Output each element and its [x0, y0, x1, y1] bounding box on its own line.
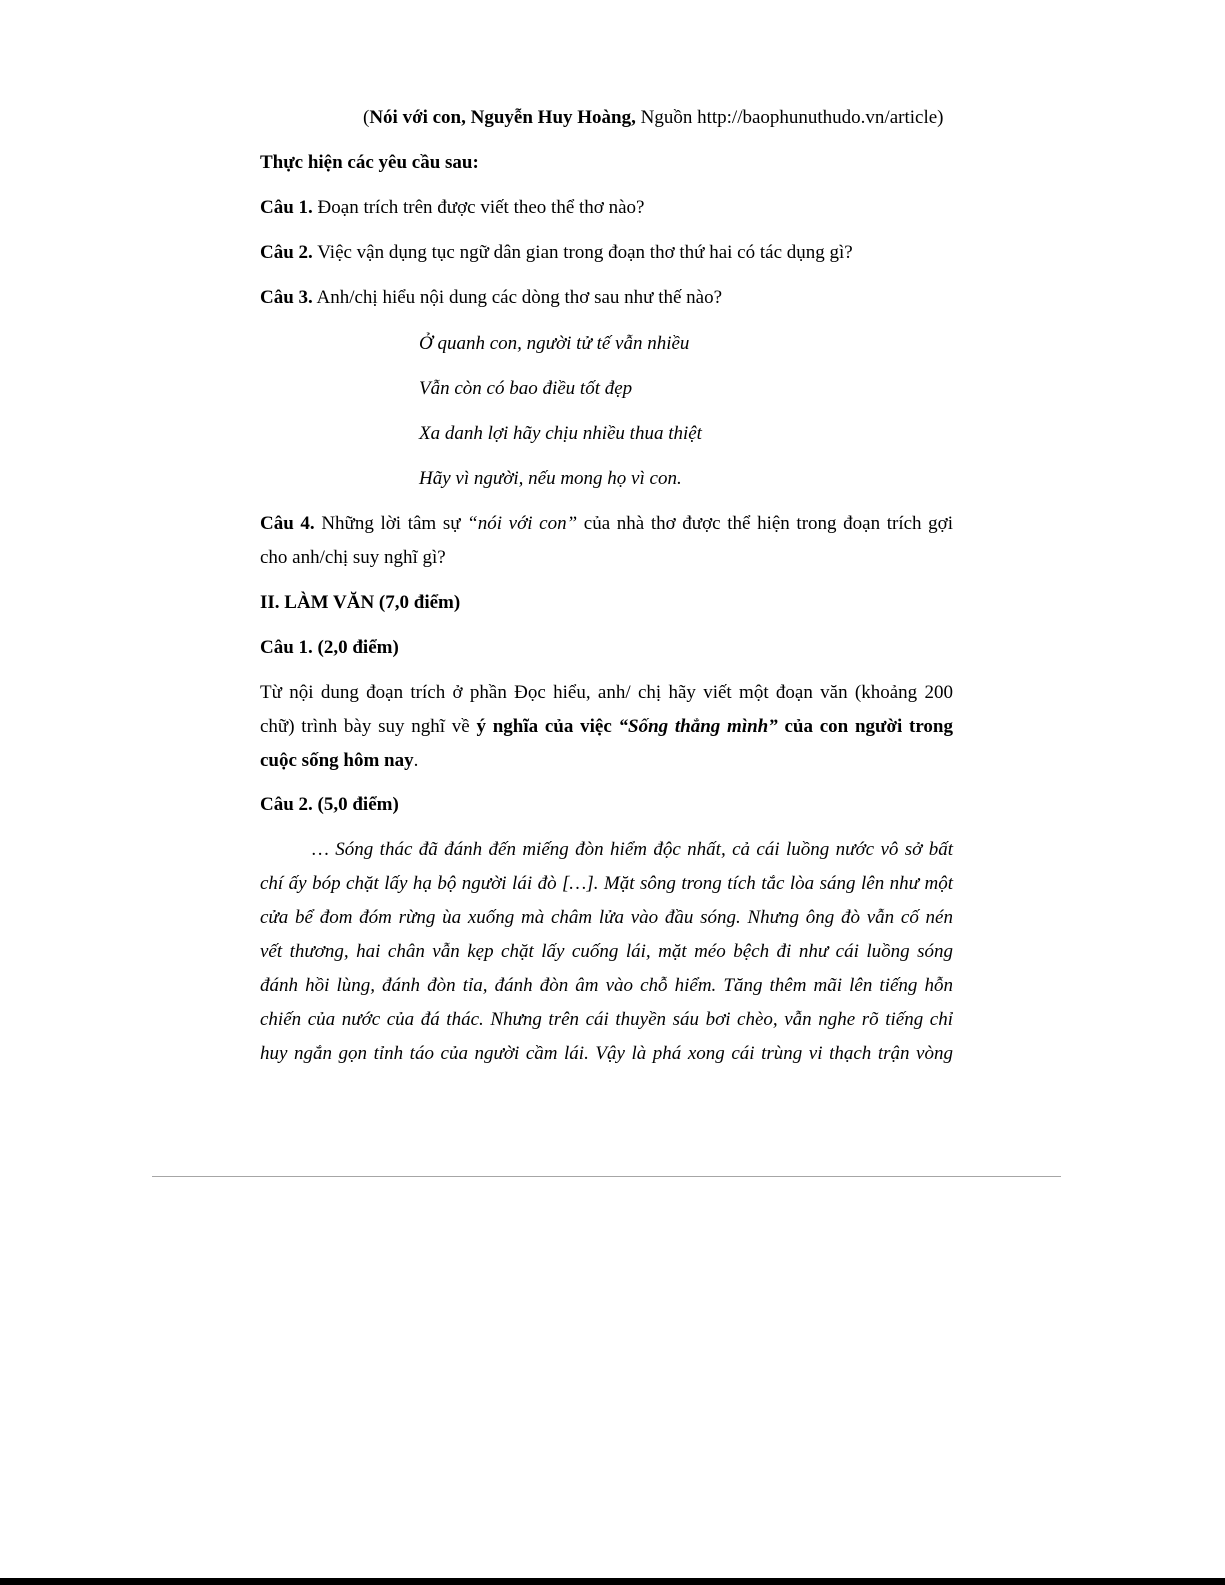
- passage-line: cửa bể đom đóm rừng ùa xuống mà châm lửa vào đầu sóng. Nhưng ông đò vẫn cố nén: [260, 907, 953, 928]
- passage-line: chiến của nước của đá thác. Nhưng trên cái thuyền sáu bơi chèo, vẫn nghe rõ tiếng chỉ: [260, 1009, 953, 1030]
- writing-question-2-heading: Câu 2. (5,0 điểm): [260, 794, 399, 815]
- source-title-author: Nói với con, Nguyễn Huy Hoàng,: [369, 107, 636, 128]
- poem-line-4: Hãy vì người, nếu mong họ vì con.: [419, 468, 682, 489]
- poem-line-3: Xa danh lợi hãy chịu nhiều thua thiệt: [419, 423, 702, 444]
- w1-line-2-bold: ý nghĩa của việc: [476, 716, 619, 737]
- passage-line: đánh hồi lùng, đánh đòn tỉa, đánh đòn âm vào chỗ hiểm. Tăng thêm mãi lên tiếng hỗn: [260, 975, 953, 996]
- writing-question-1-body: [260, 681, 953, 783]
- q4-quote: “nói với con”: [467, 513, 578, 534]
- w1-line-1: Từ nội dung đoạn trích ở phần Đọc hiểu, anh/ chị hãy viết một đoạn văn (khoảng 200: [260, 682, 953, 703]
- question-2: [260, 241, 853, 265]
- writing-question-1-heading: Câu 1. (2,0 điểm): [260, 637, 399, 658]
- poem-line-2: Vẫn còn có bao điều tốt đẹp: [419, 378, 633, 399]
- question-text: Việc vận dụng tục ngữ dân gian trong đoạn thơ thứ hai có tác dụng gì?: [312, 242, 853, 263]
- passage-line: chí ấy bóp chặt lấy hạ bộ người lái đò […]. Mặt sông trong tích tắc lòa sáng lên như một: [260, 873, 953, 894]
- question-label: Câu 2.: [260, 242, 313, 263]
- page-bottom-edge: [0, 1578, 1225, 1585]
- question-label: Câu 4.: [260, 513, 315, 534]
- w1-line-2-bold2: của con người trong: [777, 716, 953, 737]
- poem-line-1: Ở quanh con, người tử tế vẫn nhiều: [419, 333, 690, 354]
- literary-passage: [260, 838, 953, 1076]
- passage-line: huy ngắn gọn tỉnh táo của người cầm lái. Vậy là phá xong cái trùng vi thạch trận vòng: [260, 1043, 953, 1064]
- w1-line-2: [260, 715, 953, 749]
- w1-line-3-end: .: [413, 750, 419, 771]
- section-heading-lam-van: II. LÀM VĂN (7,0 điểm): [260, 592, 461, 613]
- w1-line-2-quote: “Sống thẳng mình”: [618, 716, 778, 737]
- page-divider: [152, 1176, 1061, 1177]
- source-url: Nguồn http://baophunuthudo.vn/article): [635, 107, 944, 128]
- q4-pre: Những lời tâm sự: [314, 513, 468, 534]
- source-citation: [363, 106, 944, 130]
- source-open: (: [363, 107, 370, 128]
- question-text: Anh/chị hiểu nội dung các dòng thơ sau như thế nào?: [312, 287, 723, 308]
- question-4-line-2: cho anh/chị suy nghĩ gì?: [260, 547, 446, 568]
- instructions-heading: Thực hiện các yêu cầu sau:: [260, 152, 479, 173]
- question-4-line-1: [260, 512, 953, 546]
- question-label: Câu 1.: [260, 197, 313, 218]
- w1-line-3: [260, 749, 953, 783]
- question-label: Câu 3.: [260, 287, 313, 308]
- question-3: [260, 286, 722, 310]
- q4-post: của nhà thơ được thể hiện trong đoạn trích gợi: [577, 513, 953, 534]
- w1-line-2-pre: chữ) trình bày suy nghĩ về: [260, 716, 477, 737]
- question-4: [260, 512, 953, 580]
- passage-line: … Sóng thác đã đánh đến miếng đòn hiểm độc nhất, cả cái luồng nước vô sở bất: [312, 839, 953, 860]
- w1-line-3-bold: cuộc sống hôm nay: [260, 750, 414, 771]
- question-1: [260, 196, 644, 220]
- question-text: Đoạn trích trên được viết theo thể thơ nào?: [312, 197, 645, 218]
- passage-line: vết thương, hai chân vẫn kẹp chặt lấy cuống lái, mặt méo bệch đi như cái luồng sóng: [260, 941, 953, 962]
